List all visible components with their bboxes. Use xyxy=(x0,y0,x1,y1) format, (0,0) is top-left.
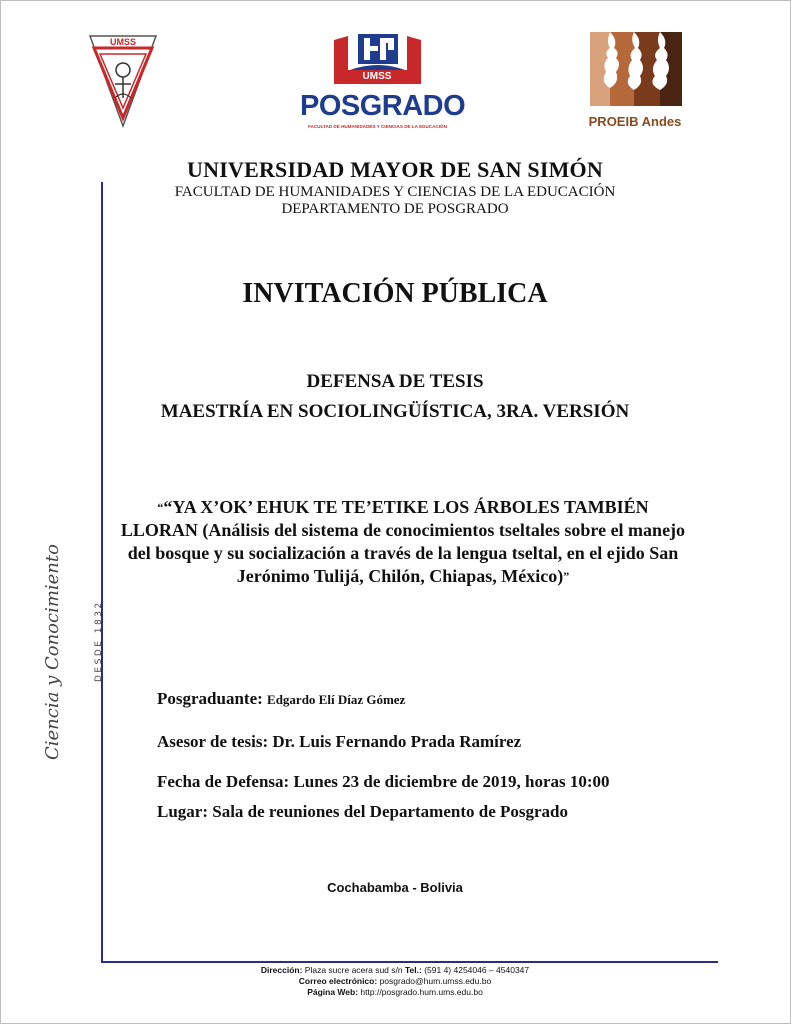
place-label: Lugar: xyxy=(157,802,208,821)
university-name: UNIVERSIDAD MAYOR DE SAN SIMÓN xyxy=(187,157,603,182)
footer-web-label: Página Web: xyxy=(307,987,359,997)
thesis-title-text: “YA X’OK’ EHUK TE TE’ETIKE LOS ÁRBOLES TAMBIÉN LLORAN (Análisis del sistema de conocimientos tseltales sobre el manejo del bosque y su socialización a través de la lengua tseltal, en el ejido San Jerónimo Tulijá, Chilón, Chiapas, México) xyxy=(120,497,686,586)
date-field xyxy=(157,772,610,792)
side-motto-since: DESDE 1832 xyxy=(94,600,104,682)
advisor-value: Dr. Luis Fernando Prada Ramírez xyxy=(272,732,522,751)
defense-heading: DEFENSA DE TESIS xyxy=(306,371,484,392)
proeib-andes-logo xyxy=(580,28,690,133)
posgrado-faculty-caption: FACULTAD DE HUMANIDADES Y CIENCIAS DE LA EDUCACIÓN xyxy=(308,124,447,129)
advisor-label: Asesor de tesis: xyxy=(157,732,269,751)
footer-address-value: Plaza sucre acera sud s/n xyxy=(304,965,403,975)
place-value: Sala de reuniones del Departamento de Posgrado xyxy=(212,802,568,821)
posgrado-wordmark: POSGRADO xyxy=(300,90,466,122)
graduate-value: Edgardo Elí Díaz Gómez xyxy=(267,692,406,707)
proeib-faces-icon xyxy=(580,28,690,110)
graduate-field xyxy=(157,689,405,709)
advisor-field xyxy=(157,732,521,752)
place-field xyxy=(157,802,568,822)
city-line: Cochabamba - Bolivia xyxy=(327,880,463,895)
date-value: Lunes 23 de diciembre de 2019, horas 10:00 xyxy=(293,772,610,791)
footer-phone-value: (591 4) 4254046 – 4540347 xyxy=(424,965,530,975)
footer-web-value[interactable]: http://posgrado.hum.ums.edu.bo xyxy=(360,987,483,997)
footer-email-label: Correo electrónico: xyxy=(298,976,378,986)
umss-crest-logo xyxy=(88,32,158,128)
date-label: Fecha de Defensa: xyxy=(157,772,290,791)
footer-email xyxy=(100,976,690,986)
graduate-label: Posgraduante: xyxy=(157,689,263,708)
department-name: DEPARTAMENTO DE POSGRADO xyxy=(281,201,509,217)
footer-address xyxy=(100,965,690,975)
footer-email-value[interactable]: posgrado@hum.umss.edu.bo xyxy=(379,976,492,986)
side-motto-text: Ciencia y Conocimiento xyxy=(42,544,63,760)
proeib-andes-label: PROEIB Andes xyxy=(588,114,682,129)
footer-address-label: Dirección: xyxy=(260,965,303,975)
footer-horizontal-rule xyxy=(101,961,718,963)
thesis-title xyxy=(118,496,688,588)
footer-web xyxy=(100,987,690,997)
umss-crest-label: UMSS xyxy=(109,37,136,47)
side-motto xyxy=(28,520,104,770)
faculty-name: FACULTAD DE HUMANIDADES Y CIENCIAS DE LA EDUCACIÓN xyxy=(174,184,616,200)
thesis-open-quote: “ xyxy=(157,500,164,514)
thesis-close-quote: ” xyxy=(563,569,570,583)
footer-phone-label: Tel.: xyxy=(404,965,422,975)
page-title: INVITACIÓN PÚBLICA xyxy=(242,278,548,309)
masters-heading: MAESTRÍA EN SOCIOLINGÜÍSTICA, 3RA. VERSIÓN xyxy=(160,401,630,422)
posgrado-umss-badge: UMSS xyxy=(342,70,412,84)
posgrado-logo xyxy=(300,30,466,130)
